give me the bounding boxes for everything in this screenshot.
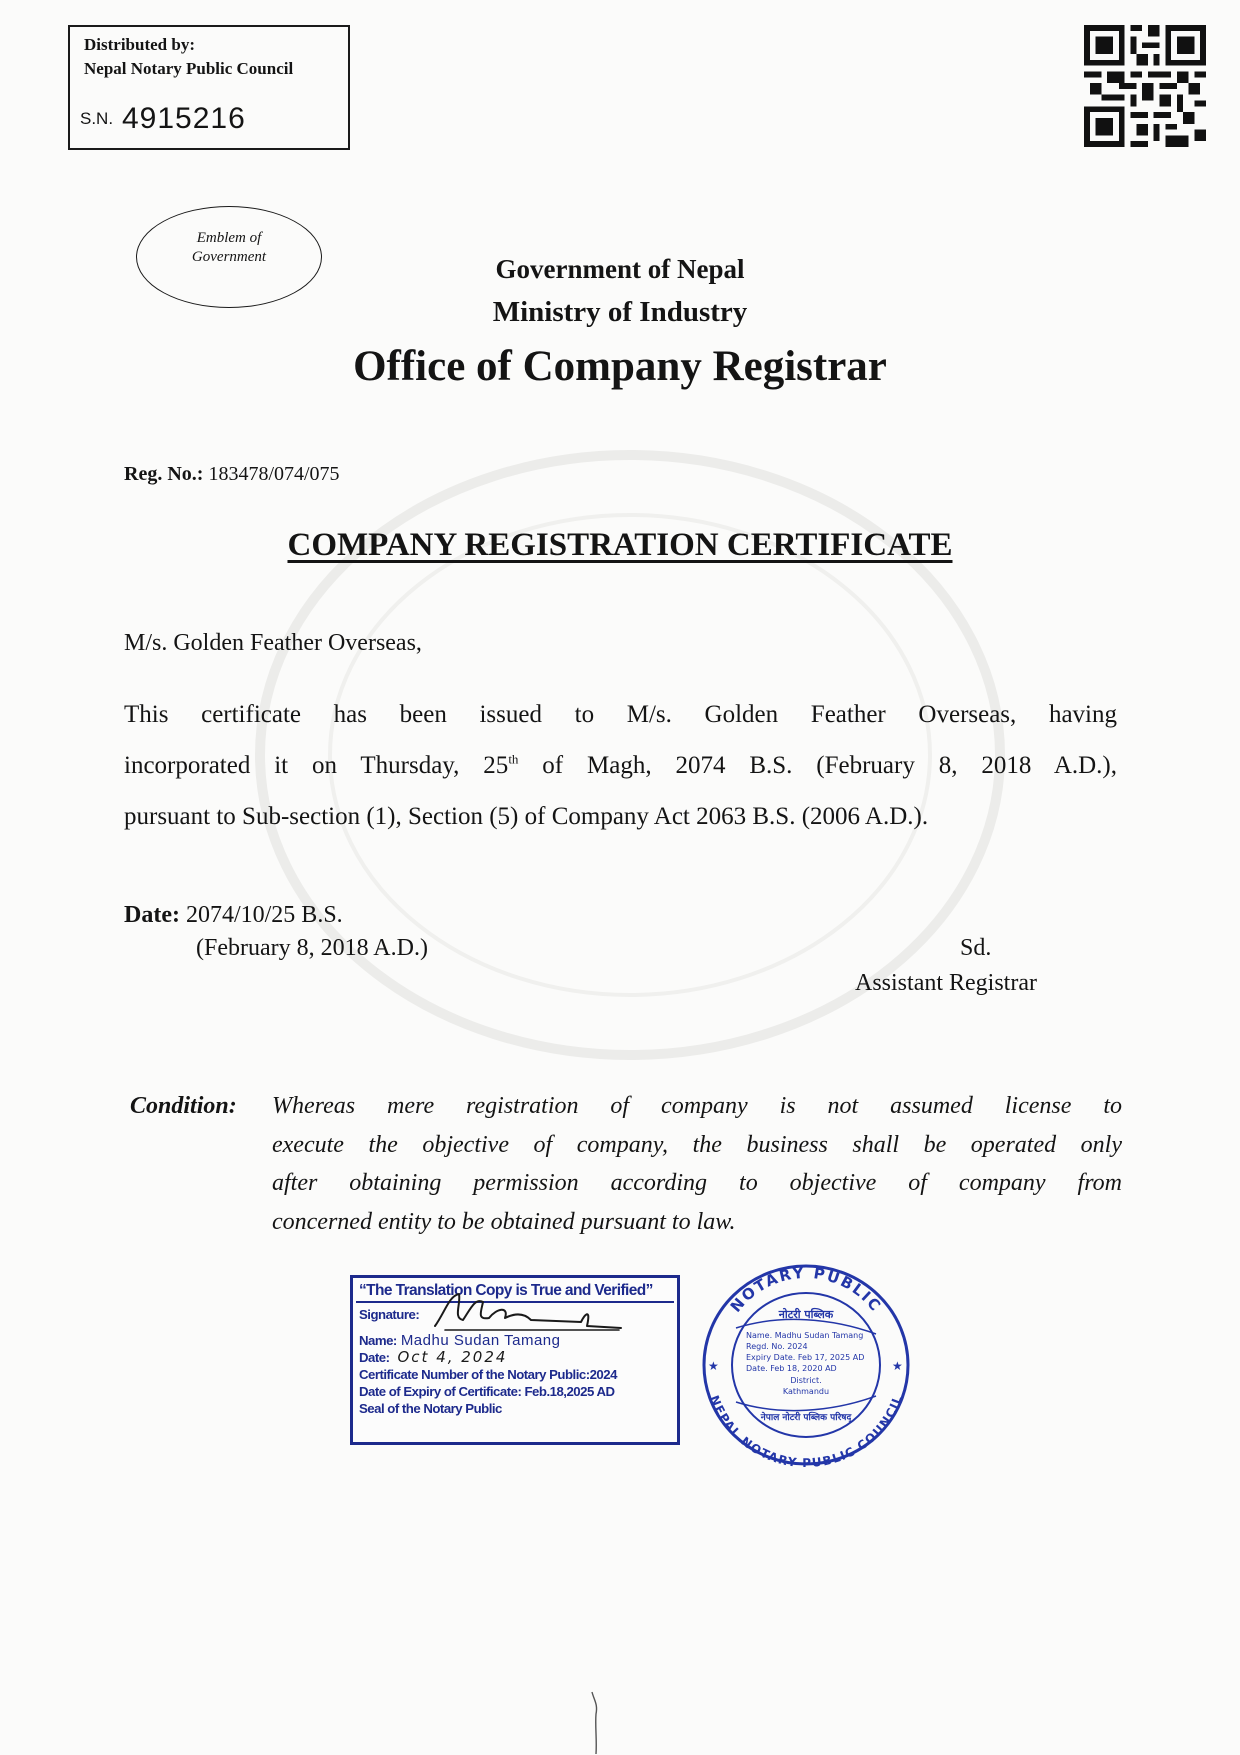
star-icon: ★	[892, 1359, 903, 1373]
issue-date-ad: (February 8, 2018 A.D.)	[196, 935, 428, 961]
ordinal-suffix: th	[508, 751, 519, 767]
signatory-title: Assistant Registrar	[855, 970, 1037, 996]
certificate-number-row: Certificate Number of the Notary Public:2024	[359, 1367, 617, 1382]
body-line-2-post: of Magh, 2074 B.S. (February 8, 2018 A.D.),	[518, 752, 1118, 779]
government-heading: Government of Nepal	[495, 254, 745, 284]
condition-line-3: after obtaining permission according to objective of company from	[272, 1170, 1122, 1196]
body-line-3: pursuant to Sub-section (1), Section (5) of Company Act 2063 B.S. (2006 A.D.).	[124, 803, 929, 830]
signature-row	[353, 1306, 677, 1332]
addressee: M/s. Golden Feather Overseas,	[124, 630, 422, 656]
certificate-title	[0, 527, 1240, 564]
seal-nepali-bottom: नेपाल नोटरी पब्लिक परिषद्	[760, 1413, 852, 1423]
seal-date: Date. Feb 18, 2020 AD	[746, 1364, 837, 1373]
date-row	[353, 1349, 677, 1366]
distribution-box	[68, 25, 350, 150]
name-label: Name:	[359, 1333, 397, 1348]
issue-date-bs	[124, 902, 343, 929]
seal-district-label: District.	[790, 1376, 822, 1385]
body-line-2	[124, 740, 1117, 791]
qr-code-icon	[1082, 25, 1208, 147]
handwritten-signature	[431, 1292, 631, 1334]
seal-outer-bottom: NEPAL NOTARY PUBLIC COUNCIL	[707, 1393, 905, 1468]
seal-expiry: Expiry Date. Feb 17, 2025 AD	[746, 1353, 865, 1362]
serial-number-label: S.N.	[80, 109, 114, 128]
registration-label: Reg. No.:	[124, 463, 204, 485]
condition-text	[272, 1087, 1122, 1241]
registration-value: 183478/074/075	[208, 463, 340, 485]
condition-line-2: execute the objective of company, the business shall be operated only	[272, 1131, 1122, 1158]
ministry-heading: Ministry of Industry	[492, 296, 748, 328]
verification-date-label: Date:	[359, 1350, 390, 1365]
notary-verification-stamp	[350, 1275, 680, 1445]
seal-district: Kathmandu	[782, 1387, 830, 1396]
expiry-row: Date of Expiry of Certificate: Feb.18,2025 AD	[359, 1384, 615, 1399]
handwritten-date: Oct 4, 2024	[397, 1348, 508, 1366]
seal-row: Seal of the Notary Public	[359, 1401, 502, 1416]
date-bs-value: 2074/10/25 B.S.	[185, 902, 343, 928]
verification-heading: “The Translation Copy is True and Verified”	[356, 1281, 674, 1303]
star-icon: ★	[708, 1359, 719, 1373]
emblem-line-1: Emblem of	[196, 230, 262, 246]
name-row	[353, 1332, 677, 1349]
serial-number: 4915216	[122, 102, 246, 135]
condition-line-1: Whereas mere registration of company is not assumed license to	[272, 1093, 1122, 1119]
seal-outer-top: NOTARY PUBLIC	[726, 1263, 886, 1316]
seal-name: Name. Madhu Sudan Tamang	[746, 1331, 864, 1340]
condition-label: Condition:	[130, 1093, 237, 1119]
certificate-body	[124, 689, 1117, 842]
seal-nepali-top: नोटरी पब्लिक	[778, 1308, 834, 1321]
office-heading: Office of Company Registrar	[353, 343, 887, 390]
notary-public-seal	[700, 1262, 912, 1468]
distributor-name: Nepal Notary Public Council	[84, 59, 294, 78]
signed-mark: Sd.	[960, 935, 992, 961]
condition-line-4: concerned entity to be obtained pursuant to law.	[272, 1208, 736, 1235]
body-line-1: This certificate has been issued to M/s. Golden Feather Overseas, having	[124, 701, 1117, 728]
svg-text:NEPAL NOTARY PUBLIC COUNCIL	[707, 1393, 904, 1468]
stray-pen-mark	[588, 1690, 608, 1755]
certificate-title-text: COMPANY REGISTRATION CERTIFICATE	[287, 527, 953, 563]
notary-name: Madhu Sudan Tamang	[400, 1332, 561, 1349]
seal-regd-no: Regd. No. 2024	[746, 1342, 808, 1351]
body-line-2-pre: incorporated it on Thursday, 25	[124, 752, 509, 779]
distributed-by-label: Distributed by:	[84, 35, 195, 54]
signature-label: Signature:	[359, 1307, 420, 1322]
registration-number	[124, 463, 340, 486]
date-label: Date:	[124, 902, 180, 928]
emblem-line-2: Government	[191, 249, 267, 265]
